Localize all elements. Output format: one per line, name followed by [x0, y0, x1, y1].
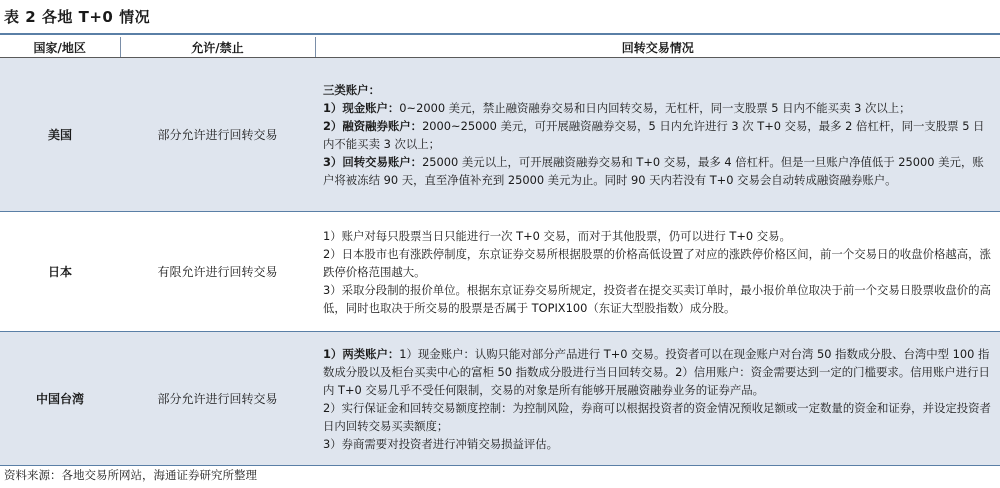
detail-us — [315, 58, 1000, 212]
us-point-1: 1）现金账户：0~2000 美元，禁止融资融券交易和日内回转交易，无杠杆，同一支股票 5 日内不能买卖 3 次以上； — [323, 100, 911, 115]
allow-jp: 有限允许进行回转交易 — [120, 212, 315, 332]
jp-point-2: 2）日本股市也有涨跌停制度，东京证券交易所根据股票的价格高低设置了对应的涨跌停价格区间，前一个交易日的收盘价格越高，涨跌停价格范围越大。 — [323, 246, 991, 279]
country-jp: 日本 — [0, 212, 120, 332]
us-accounts-heading: 三类账户： — [323, 82, 380, 97]
allow-tw: 部分允许进行回转交易 — [120, 332, 315, 466]
tw-point-2: 2）实行保证金和回转交易额度控制：为控制风险，券商可以根据投资者的资金情况预收足额或一定数量的资金和证券，并设定投资者日内回转交易买卖额度； — [323, 400, 991, 433]
tw-point-1: 1）两类账户：1）现金账户：认购只能对部分产品进行 T+0 交易。投资者可以在现金账户对台湾 50 指数成分股、台湾中型 100 指数成分股以及柜台买卖中心的富柜 50 指数成分股进行当日回转交易。2）信用账户：资金需要达到一定的门槛要求。信用账户进行日内 T+0 交易几乎不受任何限制，交易的对象是所有能够开展融资融券业务的证券产品。 — [323, 346, 990, 397]
header-detail: 回转交易情况 — [315, 37, 1000, 58]
us-point-3: 3）回转交易账户：25000 美元以上，可开展融资融券交易和 T+0 交易，最多 4 倍杠杆。但是一旦账户净值低于 25000 美元，账户将被冻结 90 天，直至净值补充到 25000 美元为止。同时 90 天内若没有 T+0 交易会自动转成融资融券账户。 — [323, 154, 984, 187]
header-allow: 允许/禁止 — [120, 37, 315, 58]
title-rule — [0, 33, 1000, 35]
us-point-2: 2）融资融券账户：2000~25000 美元，可开展融资融券交易，5 日内允许进行 3 次 T+0 交易，最多 2 倍杠杆，同一支股票 5 日内不能买卖 3 次以上； — [323, 118, 985, 151]
tw-point-3: 3）券商需要对投资者进行冲销交易损益评估。 — [323, 436, 559, 451]
table-row-tw — [0, 332, 1000, 466]
table-row-us — [0, 58, 1000, 212]
header-country: 国家/地区 — [0, 37, 120, 58]
t0-table — [0, 37, 1000, 466]
allow-us: 部分允许进行回转交易 — [120, 58, 315, 212]
source-note: 资料来源：各地交易所网站，海通证券研究所整理 — [4, 468, 257, 482]
country-tw: 中国台湾 — [0, 332, 120, 466]
jp-point-1: 1）账户对每只股票当日只能进行一次 T+0 交易，而对于其他股票，仍可以进行 T+0 交易。 — [323, 228, 791, 243]
detail-jp — [315, 212, 1000, 332]
table-row-jp — [0, 212, 1000, 332]
table-title: 表 2 各地 T+0 情况 — [4, 8, 151, 26]
country-us: 美国 — [0, 58, 120, 212]
header-row — [0, 37, 1000, 58]
jp-point-3: 3）采取分段制的报价单位。根据东京证券交易所规定，投资者在提交买卖订单时，最小报价单位取决于前一个交易日股票收盘价的高低，同时也取决于所交易的股票是否属于 TOPIX100（东证大型股指数）成分股。 — [323, 282, 991, 315]
detail-tw — [315, 332, 1000, 466]
